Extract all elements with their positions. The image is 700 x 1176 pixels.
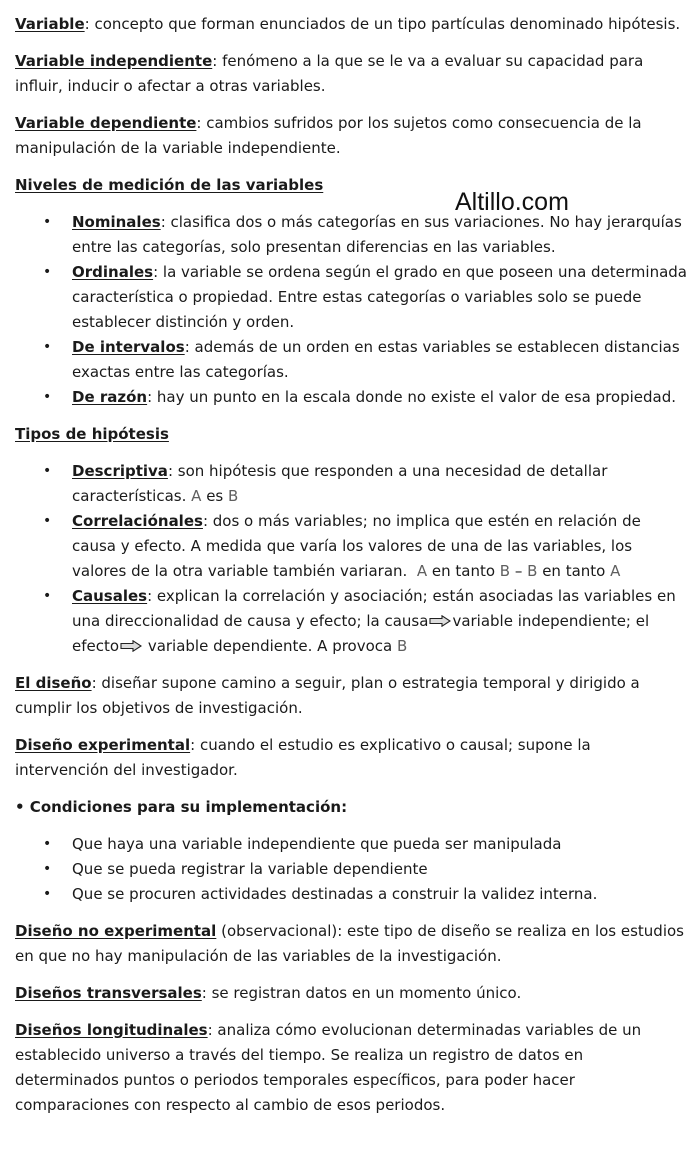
bullet: • [43,214,52,230]
list-text: variable dependiente. A provoca [143,637,397,655]
definition-variable-dependiente [15,111,687,161]
bullet: • [43,513,52,529]
variable-letter: B [397,637,408,655]
definition-term: Variable dependiente [15,114,197,132]
definition-text: (observacional): este tipo de diseño se realiza en los estudios en que no hay manipulación de las variables de la investigación. [15,922,684,965]
definition-text: : diseñar supone camino a seguir, plan o estrategia temporal y dirigido a cumplir los objetivos de investigación. [15,674,640,717]
bullet: • [43,339,52,355]
section-heading-niveles: Niveles de medición de las variables [15,176,324,194]
definition-text: : cambios sufridos por los sujetos como consecuencia de la manipulación de la variable independiente. [15,114,642,157]
definition-disenos-transversales [15,981,687,1006]
definition-text: : fenómeno a la que se le va a evaluar su capacidad para influir, inducir o afectar a otras variables. [15,52,644,95]
list-item [15,832,687,857]
list-item [15,857,687,882]
list-item [15,385,687,410]
definition-term: El diseño [15,674,92,692]
list-item-descriptiva [15,459,687,509]
definition-text: : analiza cómo evolucionan determinadas variables de un establecido universo a través del tiempo. Se realiza un registro de datos en determinados puntos o periodos temporales específicos, para poder hacer comparaciones con respecto al cambio de esos periodos. [15,1021,642,1114]
list-item [15,882,687,907]
list-item [15,210,687,260]
definition-text: : se registran datos en un momento único. [201,984,522,1002]
list-term: De razón [72,388,148,406]
right-arrow-icon [120,640,142,652]
bullet: • [43,463,52,479]
list-text: : clasifica dos o más categorías en sus variaciones. No hay jerarquías entre las categorías, solo presentan diferencias en las variables. [72,213,682,256]
list-term: Correlaciónales [72,512,203,530]
list-text: : son hipótesis que responden a una necesidad de detallar características. [72,462,608,505]
list-item [15,335,687,385]
definition-term: Diseño no experimental [15,922,217,940]
definition-diseno-experimental [15,733,687,783]
list-term: Nominales [72,213,161,231]
bullet: • [43,886,52,902]
definition-text: : cuando el estudio es explicativo o causal; supone la intervención del investigador. [15,736,591,779]
list-text: : la variable se ordena según el grado en que poseen una determinada característica o propiedad. Entre estas categorías o variables solo se puede establecer distinción y orden. [72,263,687,331]
variable-letter: A [610,562,621,580]
document-page [15,12,687,1130]
definition-disenos-longitudinales [15,1018,687,1118]
connector-text: es [201,487,229,505]
bullet: • [43,588,52,604]
watermark-text: Altillo.com [455,188,569,216]
list-item-causales [15,584,687,659]
connector-text: en tanto [427,562,500,580]
dash-text: – [510,562,528,580]
list-text: : además de un orden en estas variables se establecen distancias exactas entre las categorías. [72,338,680,381]
list-term: Causales [72,587,148,605]
definition-term: Variable [15,15,85,33]
list-text: : explican la correlación y asociación; están asociadas las variables en una direccionalidad de causa y efecto; la causa [72,587,676,630]
variable-letter: A [416,562,428,580]
variable-letter: A [191,487,202,505]
right-arrow-icon [429,615,451,627]
definition-el-diseno [15,671,687,721]
bullet: • [43,861,52,877]
variable-letter: B [228,487,239,505]
bullet: • [43,836,52,852]
list-text: : hay un punto en la escala donde no existe el valor de esa propiedad. [147,388,677,406]
definition-variable [15,12,687,37]
hypotheses-list [15,459,687,659]
definition-term: Diseños transversales [15,984,202,1002]
list-item-correlacionales [15,509,687,584]
list-item [15,260,687,335]
list-text: Que haya una variable independiente que pueda ser manipulada [72,835,562,853]
connector-text: en tanto [537,562,611,580]
section-heading-condiciones: • Condiciones para su implementación: [15,798,348,816]
section-heading-hipotesis: Tipos de hipótesis [15,425,169,443]
definition-variable-independiente [15,49,687,99]
conditions-list [15,832,687,907]
list-term: Descriptiva [72,462,168,480]
list-text: variable independiente; el efecto [72,612,650,655]
definition-diseno-no-experimental [15,919,687,969]
list-text: : dos o más variables; no implica que estén en relación de causa y efecto. A medida que varía los valores de una de las variables, los valores de la otra variable también variaran. [72,512,641,580]
bullet: • [43,389,52,405]
list-text: Que se pueda registrar la variable dependiente [72,860,428,878]
list-term: Ordinales [72,263,154,281]
levels-list [15,210,687,410]
definition-term: Diseños longitudinales [15,1021,208,1039]
definition-term: Diseño experimental [15,736,191,754]
variable-letter: B [499,562,511,580]
variable-letter: B [527,562,538,580]
definition-term: Variable independiente [15,52,213,70]
list-term: De intervalos [72,338,185,356]
list-text: Que se procuren actividades destinadas a construir la validez interna. [72,885,598,903]
definition-text: : concepto que forman enunciados de un tipo partículas denominado hipótesis. [84,15,681,33]
bullet: • [43,264,52,280]
